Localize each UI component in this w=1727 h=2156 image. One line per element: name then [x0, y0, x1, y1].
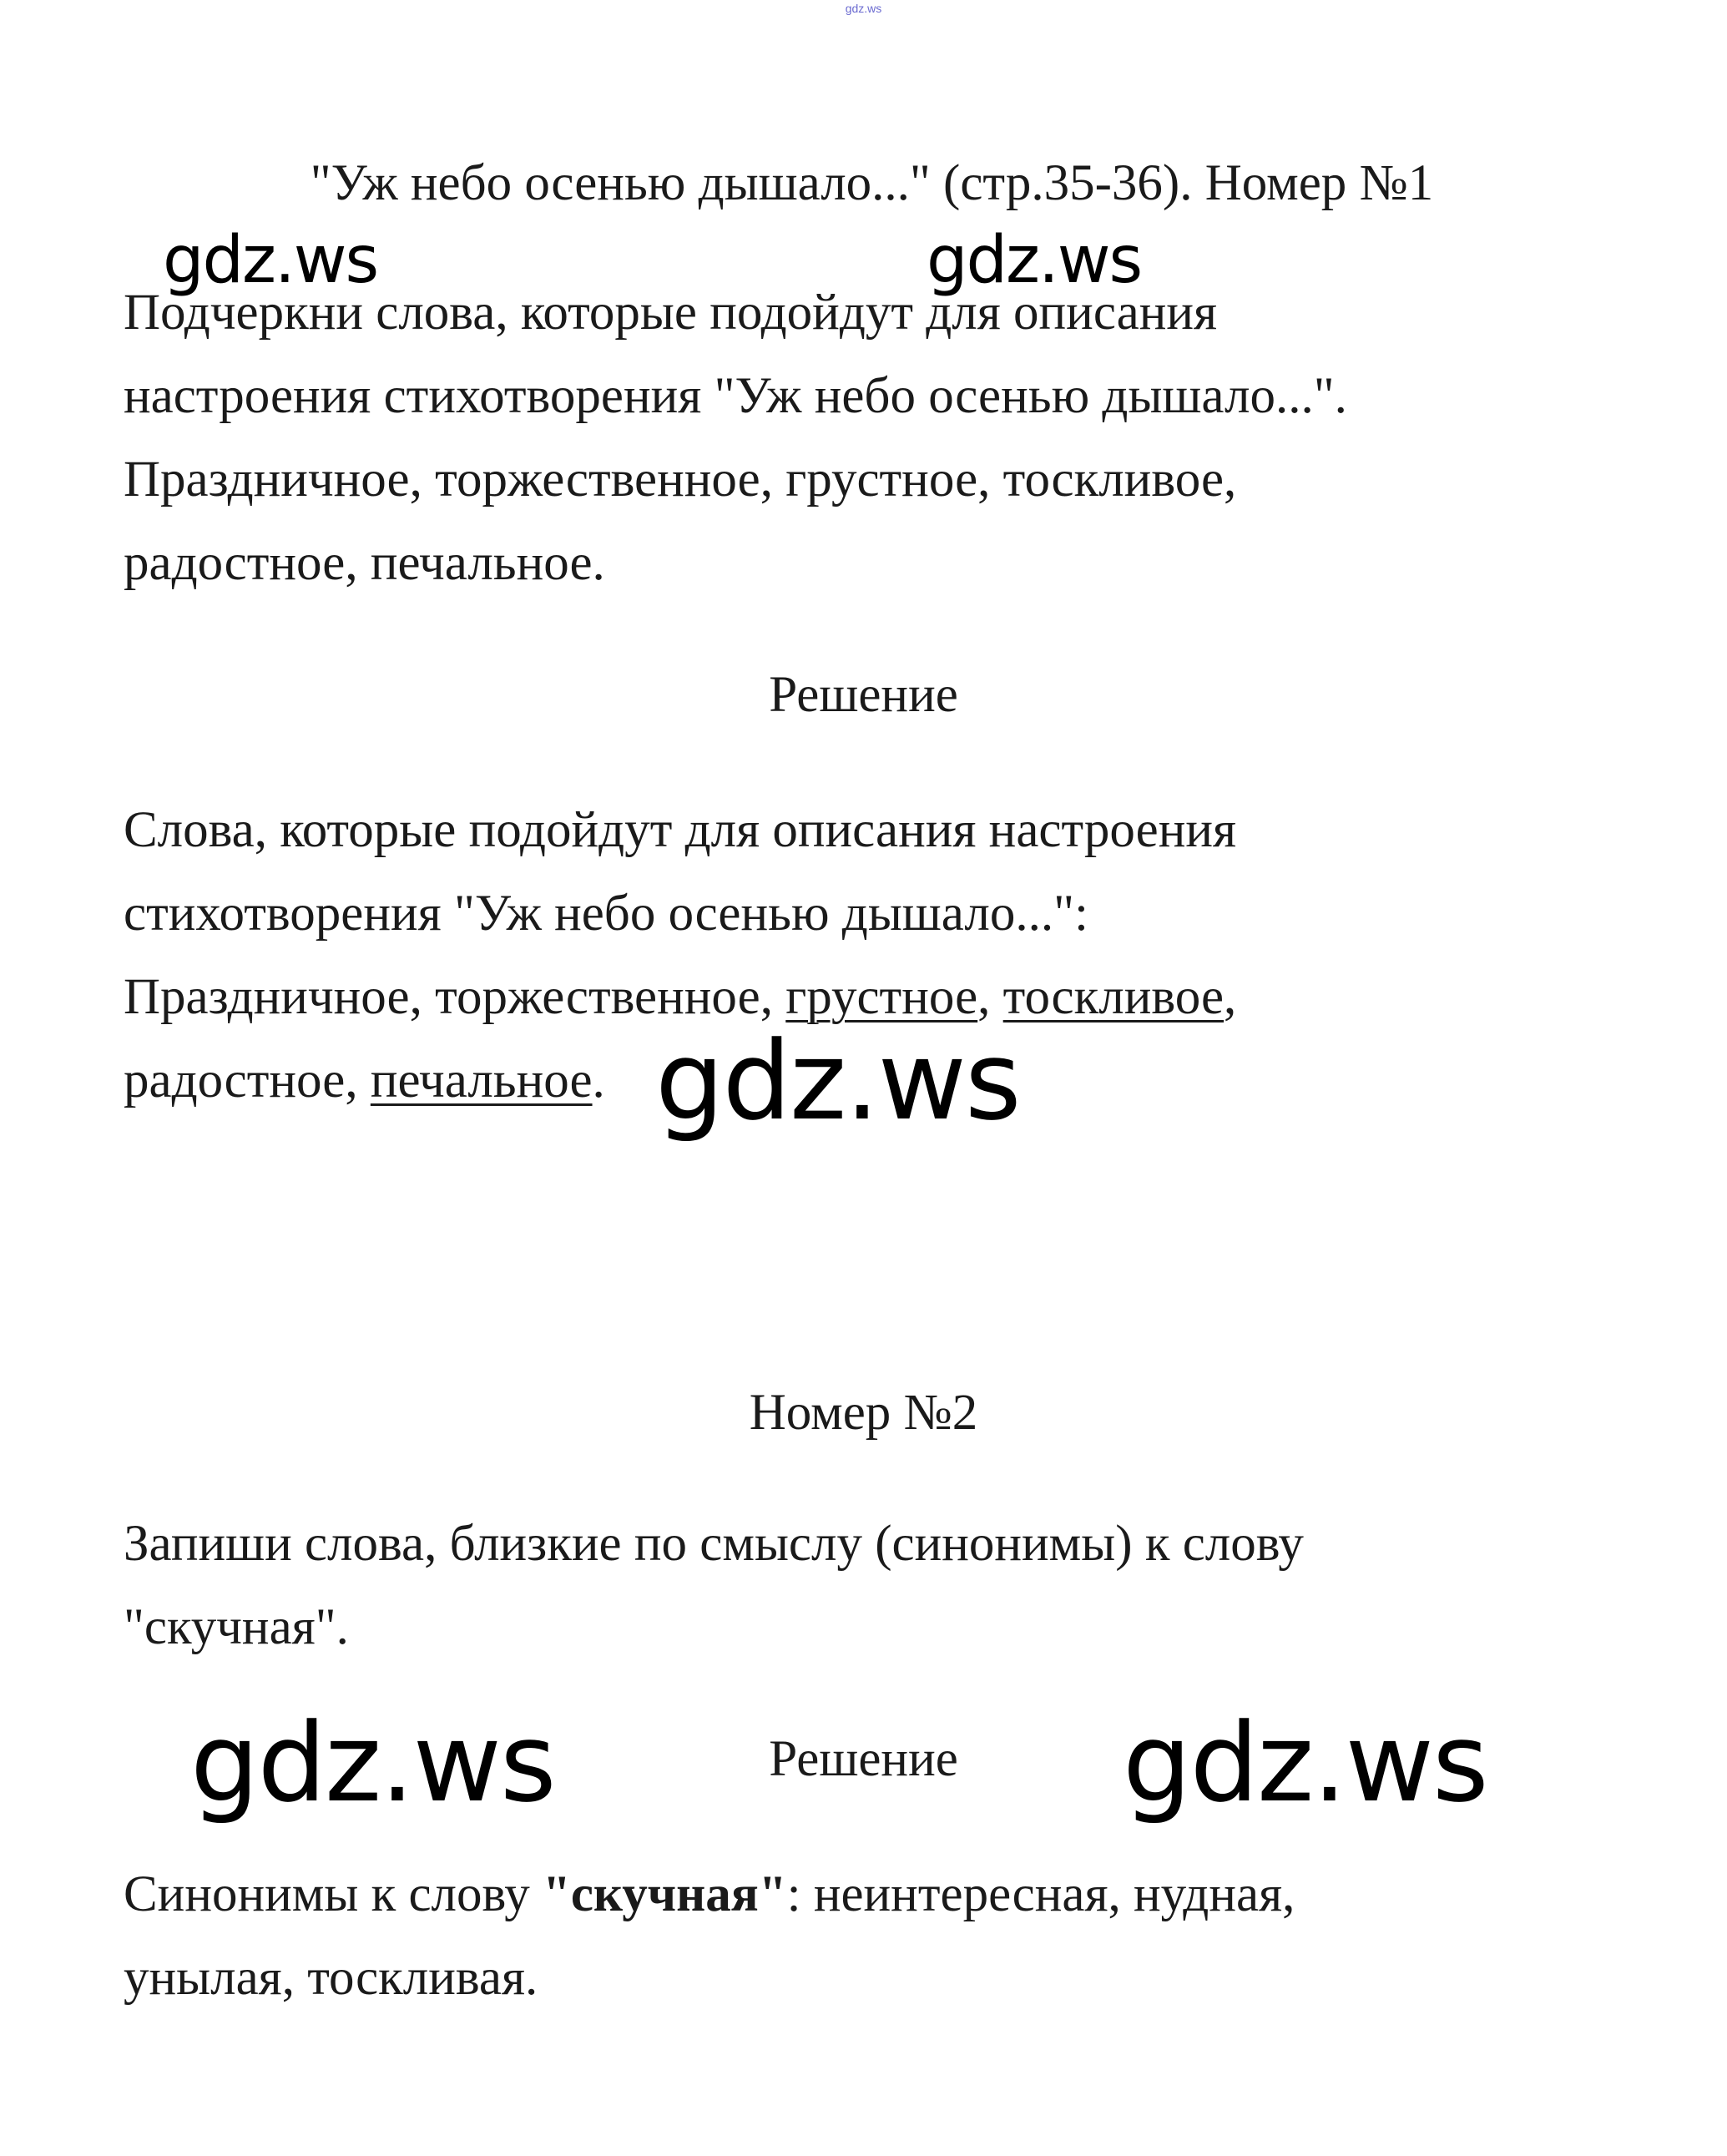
watermark-bottom-right: gdz.ws [1123, 1699, 1487, 1826]
watermark-top-center: gdz.ws [927, 223, 1142, 298]
answer2-line-2: унылая, тоскливая. [124, 1950, 538, 2006]
answer2-lead: Синонимы к слову [124, 1866, 543, 1922]
answer1-line-2: стихотворения "Уж небо осенью дышало...": [124, 886, 1088, 942]
answer1-line-1: Слова, которые подойдут для описания настроения [124, 802, 1237, 858]
watermark-middle: gdz.ws [655, 1017, 1020, 1144]
task2-line-1: Запиши слова, близкие по смыслу (синонимы) к слову [124, 1516, 1304, 1572]
answer2-line-1 [124, 1853, 1295, 1936]
task2-line-2: "скучная". [124, 1599, 349, 1655]
underlined-word-pechalnoe: печальное [370, 1053, 593, 1108]
answer1-line-4 [124, 1039, 605, 1123]
answer2-bold-word: "скучная" [542, 1866, 787, 1922]
underlined-word-tosklivoe: тоскливое [1002, 969, 1225, 1025]
task1-line-3: Праздничное, торжественное, грустное, тоскливое, [124, 452, 1237, 507]
answer2-rest: : неинтересная, нудная, [786, 1866, 1295, 1922]
answer1-line-3-sep: , [977, 969, 1003, 1025]
answer1-line-4-plain: радостное, [124, 1053, 371, 1108]
answer1-line-3-plain: Праздничное, торжественное, [124, 969, 786, 1025]
header-watermark: gdz.ws [845, 2, 882, 15]
solution-heading-1: Решение [769, 667, 958, 723]
task1-line-1: Подчеркни слова, которые подойдут для описания [124, 285, 1218, 341]
solution-heading-2: Решение [769, 1731, 958, 1787]
number2-heading: Номер №2 [749, 1385, 978, 1441]
page-title: "Уж небо осенью дышало..." (стр.35-36). Номер №1 [310, 155, 1434, 211]
watermark-top-left: gdz.ws [163, 223, 378, 298]
task1-line-2: настроения стихотворения "Уж небо осенью дышало...". [124, 368, 1347, 424]
answer1-line-4-end: . [592, 1053, 605, 1108]
underlined-word-grustnoe: грустное [785, 969, 978, 1025]
answer1-line-3-end: , [1224, 969, 1237, 1025]
task1-line-4: радостное, печальное. [124, 535, 605, 591]
watermark-bottom-left: gdz.ws [190, 1699, 555, 1826]
